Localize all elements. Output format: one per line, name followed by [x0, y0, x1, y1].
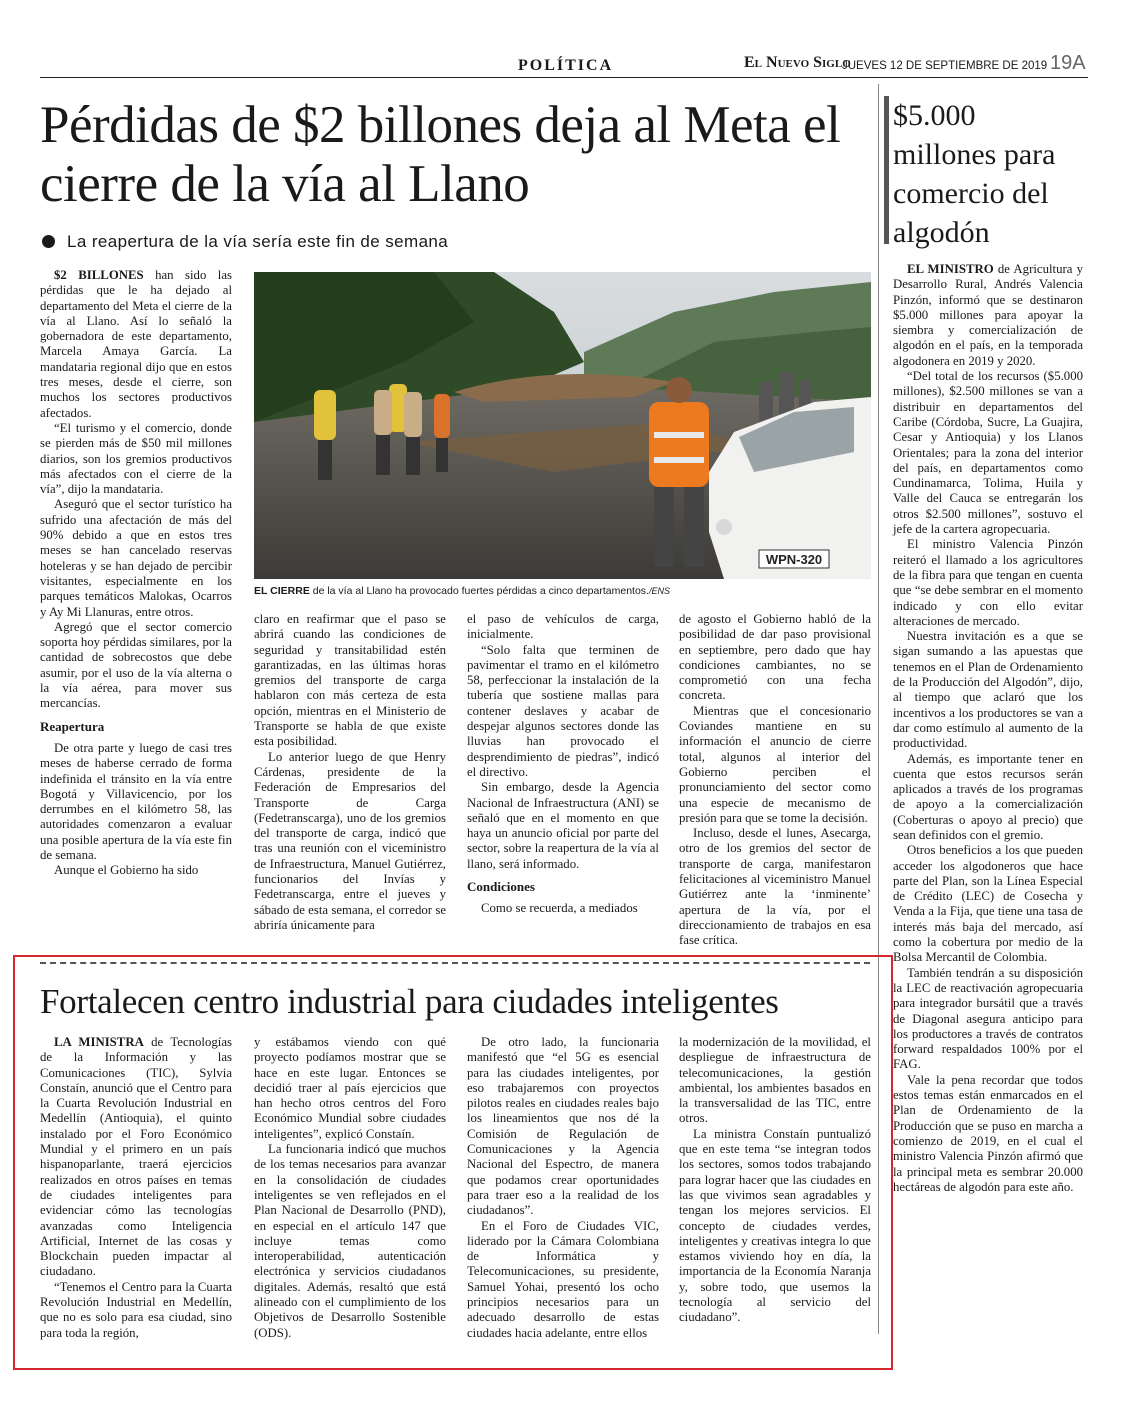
second-article-column-3: [467, 1035, 659, 1341]
body-paragraph: Como se recuerda, a mediados: [481, 901, 638, 916]
page-number: 19A: [1050, 52, 1086, 74]
body-paragraph: Otros beneficios a los que pueden acceder los algodoneros que hace parte del Plan, son la Línea Especial de Crédito (LEC) de Cosecha y Venda a la Fija, que tiene una tasa de interés más baja del mercado, así como la cobertura por medio de la Bolsa Mercantil de Colombia.: [893, 843, 1083, 965]
issue-date: JUEVES 12 DE SEPTIEMBRE DE 2019: [842, 60, 1048, 72]
body-paragraph: Además, es importante tener en cuenta que estos recursos serán aplicados a través de los programas de apoyo a la comercialización (Coberturas o apoyo al precio) que sean definidos con el gremio.: [893, 751, 1083, 842]
body-paragraph: De otro lado, la funcionaria manifestó que “el 5G es esencial para las ciudades inteligentes, por eso trabajaremos con proyectos pilotos reales en ciudades reales bajo los lineamientos que nos dé la Comisión de Regulación de Comunicaciones y la Agencia Nacional del Espectro, de manera que podamos crear oportunidades para traer eso a la realidad de los ciudadanos”.: [467, 1035, 659, 1218]
body-paragraph: Lo anterior luego de que Henry Cárdenas, presidente de la Federación de Empresarios del Transporte de Carga (Fedetranscarga), uno de los gremios del transporte de carga, indicó que tras una reunión con el viceministro de Infraestructura, Manuel Gutiérrez, funcionarios del Invías y Fedetranscarga, entre el jueves y sábado de esta semana, el corredor se abriría únicamente para: [254, 749, 446, 932]
body-paragraph: La funcionaria indicó que muchos de los temas necesarios para avanzar en la consolidación de ciudades inteligentes se ven reflejados en el Plan Nacional de Desarrollo (PND), en especial en el artículo 147 que incluye temas como interoperabilidad, autenticación electrónica y servicios ciudadanos digitales. Además, resaltó que está alineado con el cumplimiento de los Objetivos de Desarrollo Sostenible (ODS).: [254, 1142, 446, 1340]
body-paragraph: “El turismo y el comercio, donde se pierden más de $50 mil millones diarios, son los gremios productivos más afectados con el cierre de la vía”, dijo la mandataria.: [40, 420, 232, 497]
body-paragraph: la modernización de la movilidad, el despliegue de infraestructura de telecomunicaciones, la gestión ambiental, los ambientes basados en la transversalidad de las TIC, entre otros.: [679, 1035, 871, 1126]
second-headline: Fortalecen centro industrial para ciudades inteligentes: [40, 982, 779, 1021]
body-paragraph: En el Foro de Ciudades VIC, liderado por la Cámara Colombiana de Informática y Telecomunicaciones, su presidente, Samuel Yohai, presentó los ocho principios necesarios para un adecuado desarrollo de estas ciudades hacia adelante, entre ellos: [467, 1218, 659, 1340]
body-paragraph: También tendrán a su disposición la LEC de reactivación agropecuaria para integrador bursátil que a través de Diagonal asegura anticipo para los productores a través de contratos forward respaldados 100% por el FAG.: [893, 965, 1083, 1072]
main-article-column-1: [40, 268, 232, 879]
main-article-column-4: [679, 612, 871, 949]
body-paragraph: Aseguró que el sector turístico ha sufrido una afectación de más del 90% debido a que en estos tres meses se han cancelado reservas hoteleras y se han dejado de percibir visitantes, especialmente en los parques temáticos Malokas, Ocarros y Ay Mi Llanuras, entre otros.: [40, 497, 232, 619]
body-paragraph: y estábamos viendo con qué proyecto podíamos mostrar que se hace en este lugar. Entonces se decidió traer al país ejercicios que han hecho otros centros del Foro Económico Mundial sobre ciudades inteligentes”, explicó Constaín.: [254, 1035, 446, 1141]
body-paragraph: El ministro Valencia Pinzón reiteró el llamado a los agricultores de la fibra para que tengan en cuenta que “se debe sembrar en el momento indicado y con ello evitar alteraciones de mercado.: [893, 537, 1083, 628]
section-subhead: Condiciones: [467, 879, 535, 895]
masthead-logo: El Nuevo Siglo: [744, 54, 851, 71]
photo-caption: [254, 585, 874, 597]
caption-text: de la vía al Llano ha provocado fuertes pérdidas a cinco departamentos.: [309, 585, 649, 597]
body-paragraph: Mientras que el concesionario Coviandes mantiene en su información el anuncio de cierre total, algunos al interior del Gobierno perciben el pronunciamiento del sector como una especie de mecanismo de presión para que se tome la decisión.: [679, 703, 871, 825]
main-article-column-3: [467, 612, 659, 917]
body-paragraph: Nuestra invitación es a que se sigan sumando a las apuestas que tenemos en el Plan de Ordenamiento de la Producción del Algodón”, dijo, al tiempo que aclaró que los incentivos a los productores se van a dar como estímulo al aumento de la productividad.: [893, 629, 1083, 751]
second-article-column-1: [40, 1035, 232, 1341]
body-paragraph: “Del total de los recursos ($5.000 millones), $2.500 millones se van a distribuir en departamentos del Caribe (Córdoba, Sucre, La Guajira, Cesar y Antioquia) y los Llanos Orientales; para la zona del interior del país, en departamentos como Cundinamarca, Tolima, Huila y Valle del Cauca se entregarán los otros $2.500 millones”, sostuvo el jefe de la cartera agropecuaria.: [893, 369, 1083, 537]
caption-lead: EL CIERRE: [254, 585, 310, 597]
paragraph-text: han sido las pérdidas que le ha dejado al departamento del Meta el cierre de la vía al Llano. Así lo señaló la gobernadora de este departamento, Marcela Amaya García. La mandataria regional dijo que en estos tres meses, desde el cierre, son muchos los sectores productivos afectados.: [40, 268, 232, 420]
landslide-road-photo: [254, 272, 871, 579]
body-paragraph: de agosto el Gobierno habló de la posibilidad de dar paso provisional en septiembre, pero dado que hay condiciones cambiantes, no se comprometió con una fecha concreta.: [679, 612, 871, 703]
body-paragraph: [40, 268, 232, 421]
body-paragraph: Aunque el Gobierno ha sido: [54, 863, 199, 878]
article-separator: [40, 962, 870, 964]
body-paragraph: [893, 262, 1083, 369]
paragraph-text: de Agricultura y Desarrollo Rural, Andrés Valencia Pinzón, informó que se destinaron $5.000 millones para apoyar la siembra y comercialización de algodón en el país, en la temporada algodonera en 2019 y 2020.: [893, 262, 1083, 368]
body-paragraph: [40, 1035, 232, 1280]
body-paragraph: el paso de vehículos de carga, inicialmente.: [467, 612, 659, 642]
sidebar-article-body: [893, 262, 1083, 1195]
vehicle-plate: WPN-320: [765, 552, 823, 567]
lead-in: LA MINISTRA: [54, 1035, 144, 1049]
body-paragraph: Vale la pena recordar que todos estos temas están enmarcados en el Plan de Ordenamiento de la Producción que se puso en marcha a comienzo de 2019, en el cual el ministro Valencia Pinzón afirmó que la principal meta es sembrar 20.000 hectáreas de algodón para este año.: [893, 1072, 1083, 1194]
second-article-column-4: [679, 1035, 871, 1326]
main-subhead-text: La reapertura de la vía sería este fin de semana: [67, 232, 449, 251]
body-paragraph: Incluso, desde el lunes, Asecarga, otro de los gremios del sector de transporte de carga, manifestaron felicitaciones al viceministro Manuel Gutiérrez ante la ‘inminente’ apertura de la vía, por el direccionamiento de trabajos en esa fase crítica.: [679, 826, 871, 948]
body-paragraph: Agregó que el sector comercio soporta hoy pérdidas similares, por la cantidad de sobrecostos que debe asumir, por el uso de la vía alterna o la vía aérea, para mover sus mercancías.: [40, 619, 232, 711]
body-paragraph: claro en reafirmar que el paso se abrirá cuando las condiciones de seguridad y transitabilidad estén garantizadas, en las últimas horas gremios del transporte de carga hablaron con más certeza de esta opción, mientras en el Ministerio de Transporte se habla de que existe esta posibilidad.: [254, 612, 446, 749]
paragraph-text: de Tecnologías de la Información y las Comunicaciones (TIC), Sylvia Constaín, anunció que el Centro para la Cuarta Revolución Industrial en Medellín (Antioquia), el quinto instalado por el Foro Económico Mundial y el primero en un país hispanoparlante, traerá ejercicios realizados en otros países en temas de ciudades inteligentes para evidenciar cómo las tecnologías avanzadas como Inteligencia Artificial, Internet de las cosas y Blockchain pueden impactar al ciudadano.: [40, 1035, 232, 1279]
sidebar-accent-bar: [884, 96, 889, 244]
second-article-column-2: [254, 1035, 446, 1341]
body-paragraph: “Solo falta que terminen de pavimentar el tramo en el kilómetro 58, perfeccionar la instalación de la tubería que sostiene mallas para contener deslaves y acabar de despejar algunos sectores donde las lluvias han provocado el desprendimiento de piedras”, indicó el directivo.: [467, 642, 659, 779]
main-subhead: [42, 232, 448, 252]
body-paragraph: De otra parte y luego de casi tres meses de haberse cerrado de forma indefinida el tránsito en la vía entre Bogotá y Villavicencio, por los derrumbes en el kilómetro 58, las autoridades comenzaron a evaluar una posible apertura de la vía este fin de semana.: [40, 740, 232, 862]
lead-in: EL MINISTRO: [907, 262, 994, 276]
section-subhead: Reapertura: [40, 718, 105, 734]
header-rule: [40, 77, 1088, 78]
body-paragraph: La ministra Constaín puntualizó que en este tema “se integran todos los sectores, somos todos trabajando para lograr hacer que las ciudades en las que vivimos sean agradables y tengan los mejores servicios. El concepto de ciudades verdes, inteligentes y creativas integra lo que estamos viviendo hoy en día, la importancia de la Economía Naranja y, sobre todo, que usemos la tecnología al servicio del ciudadano”.: [679, 1126, 871, 1325]
photo-credit: /ENS: [648, 586, 670, 596]
main-article-column-2: [254, 612, 446, 933]
body-paragraph: “Tenemos el Centro para la Cuarta Revolución Industrial en Medellín, que no es solo para esa ciudad, sino para toda la región,: [40, 1279, 232, 1340]
main-headline: Pérdidas de $2 billones deja al Meta el cierre de la vía al Llano: [40, 96, 841, 213]
section-label: POLÍTICA: [518, 57, 614, 74]
lead-in: $2 BILLONES: [54, 268, 144, 282]
bullet-icon: [42, 235, 55, 248]
body-paragraph: Sin embargo, desde la Agencia Nacional de Infraestructura (ANI) se señaló que en el momento en que haya un anuncio oficial por parte del sector, sobre la reapertura de la vía al llano, será informado.: [467, 780, 659, 871]
sidebar-headline: $5.000 millones para comercio del algodón: [893, 99, 1056, 249]
main-photo: [254, 272, 871, 579]
